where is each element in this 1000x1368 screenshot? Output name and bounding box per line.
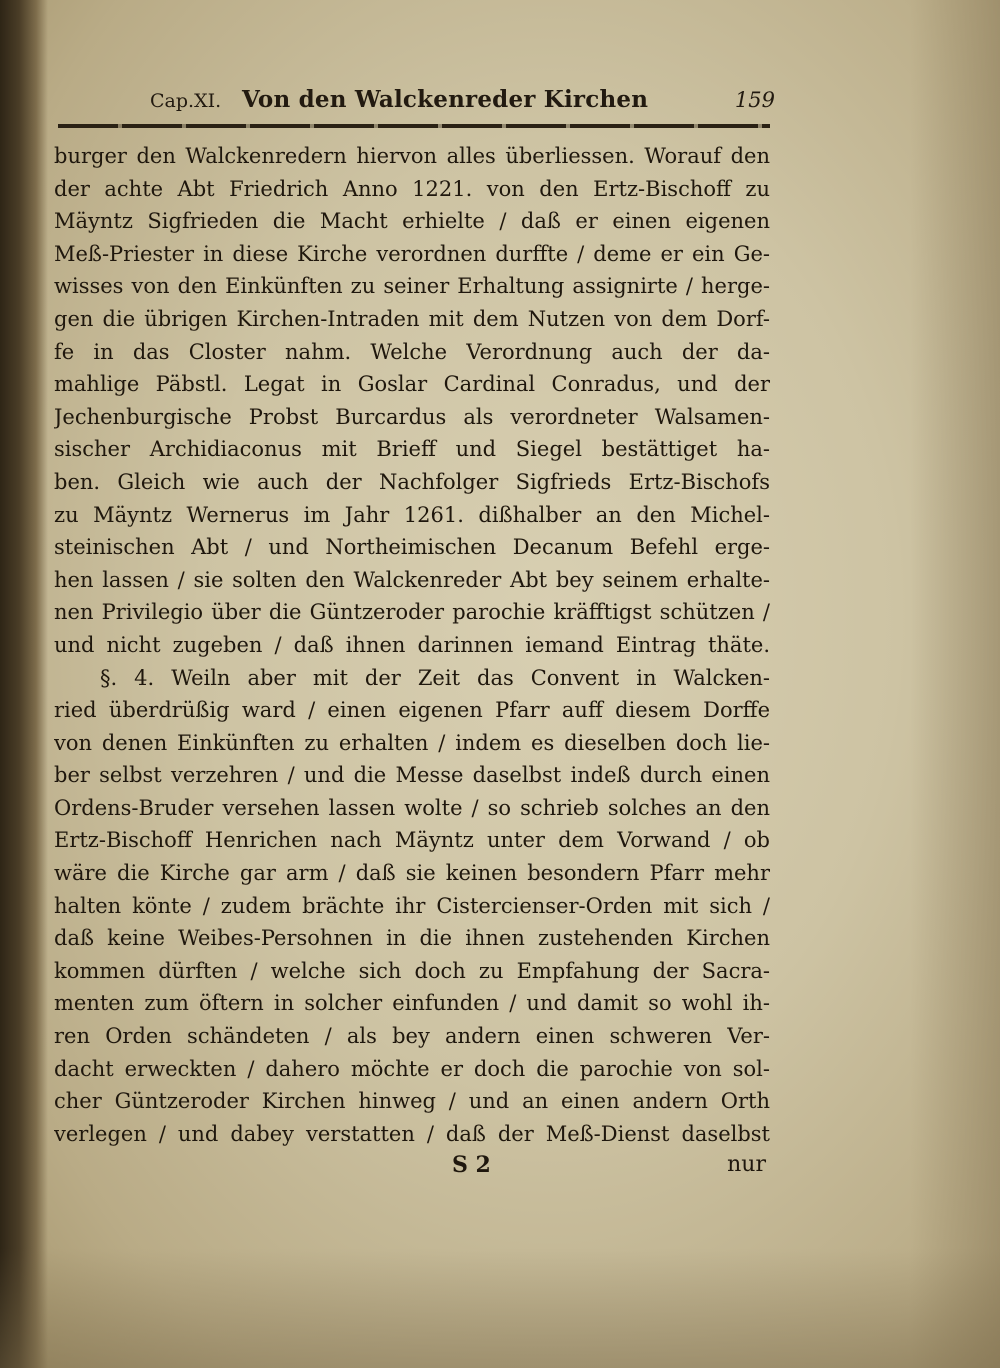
text-line: verlegen / und dabey verstatten / daß der Meß-Dienst daselbst [54, 1121, 770, 1146]
text-line: nen Privilegio über die Güntzeroder parochie kräfftigst schützen / [54, 600, 770, 625]
text-line: zu Mäyntz Wernerus im Jahr 1261. dißhalber an den Michel- [54, 502, 770, 527]
text-line: cher Güntzeroder Kirchen hinweg / und an einen andern Orth [54, 1089, 770, 1114]
body-text [54, 140, 770, 1150]
text-line: menten zum öftern in solcher einfunden / und damit so wohl ih- [54, 991, 770, 1016]
text-line: mahlige Päbstl. Legat in Goslar Cardinal Conradus, und der [54, 372, 770, 397]
running-title: Von den Walckenreder Kirchen [242, 86, 649, 113]
page-bottom-shading [0, 1248, 1000, 1368]
text-line: burger den Walckenredern hiervon alles überliessen. Worauf den [54, 144, 770, 168]
text-line: sischer Archidiaconus mit Brieff und Siegel bestättiget ha- [54, 437, 770, 462]
text-line: ren Orden schändeten / als bey andern einen schweren Ver- [54, 1024, 770, 1049]
book-binding-edge [0, 0, 48, 1368]
text-line: dacht erweckten / dahero möchte er doch die parochie von sol- [54, 1056, 770, 1081]
text-line: der achte Abt Friedrich Anno 1221. von den Ertz-Bischoff zu [54, 176, 770, 201]
text-line: gen die übrigen Kirchen-Intraden mit dem Nutzen von dem Dorf- [54, 306, 770, 331]
text-line: fe in das Closter nahm. Welche Verordnung auch der da- [54, 339, 770, 364]
text-line: halten könte / zudem brächte ihr Cistercienser-Orden mit sich / [54, 893, 770, 918]
text-line: wisses von den Einkünften zu seiner Erhaltung assignirte / herge- [54, 274, 770, 299]
header-rule [58, 124, 770, 128]
catchword: nur [727, 1152, 766, 1177]
text-line: ber selbst verzehren / und die Messe daselbst indeß durch einen [54, 763, 770, 788]
section-start-line: §. 4. Weiln aber mit der Zeit das Convent in Walcken- [100, 665, 770, 690]
chapter-label: Cap.XI. [150, 90, 222, 112]
text-line: Ertz-Bischoff Henrichen nach Mäyntz unter dem Vorwand / ob [54, 828, 770, 853]
text-line: und nicht zugeben / daß ihnen darinnen iemand Eintrag thäte. [54, 632, 770, 657]
text-line: steinischen Abt / und Northeimischen Decanum Befehl erge- [54, 535, 770, 560]
text-line: Mäyntz Sigfrieden die Macht erhielte / daß er einen eigenen [54, 209, 770, 234]
text-line: ben. Gleich wie auch der Nachfolger Sigfrieds Ertz-Bischofs [54, 469, 770, 494]
page-footer [54, 1150, 770, 1184]
text-line: hen lassen / sie solten den Walckenreder Abt bey seinem erhalte- [54, 567, 770, 592]
text-line: Meß-Priester in diese Kirche verordnen durffte / deme er ein Ge- [54, 241, 770, 266]
text-line: von denen Einkünften zu erhalten / indem es dieselben doch lie- [54, 730, 770, 755]
running-head [150, 86, 775, 118]
page-edge-shading [910, 0, 1000, 1368]
text-line: ried überdrüßig ward / einen eigenen Pfarr auff diesem Dorffe [54, 698, 770, 723]
text-line: wäre die Kirche gar arm / daß sie keinen besondern Pfarr mehr [54, 861, 770, 886]
text-line: daß keine Weibes-Persohnen in die ihnen zustehenden Kirchen [54, 926, 770, 951]
page-number: 159 [734, 88, 775, 112]
text-line: Ordens-Bruder versehen lassen wolte / so schrieb solches an den [54, 795, 770, 820]
text-line: Jechenburgische Probst Burcardus als verordneter Walsamen- [54, 404, 770, 429]
signature-mark: S 2 [452, 1152, 491, 1178]
text-line: kommen dürften / welche sich doch zu Empfahung der Sacra- [54, 958, 770, 983]
